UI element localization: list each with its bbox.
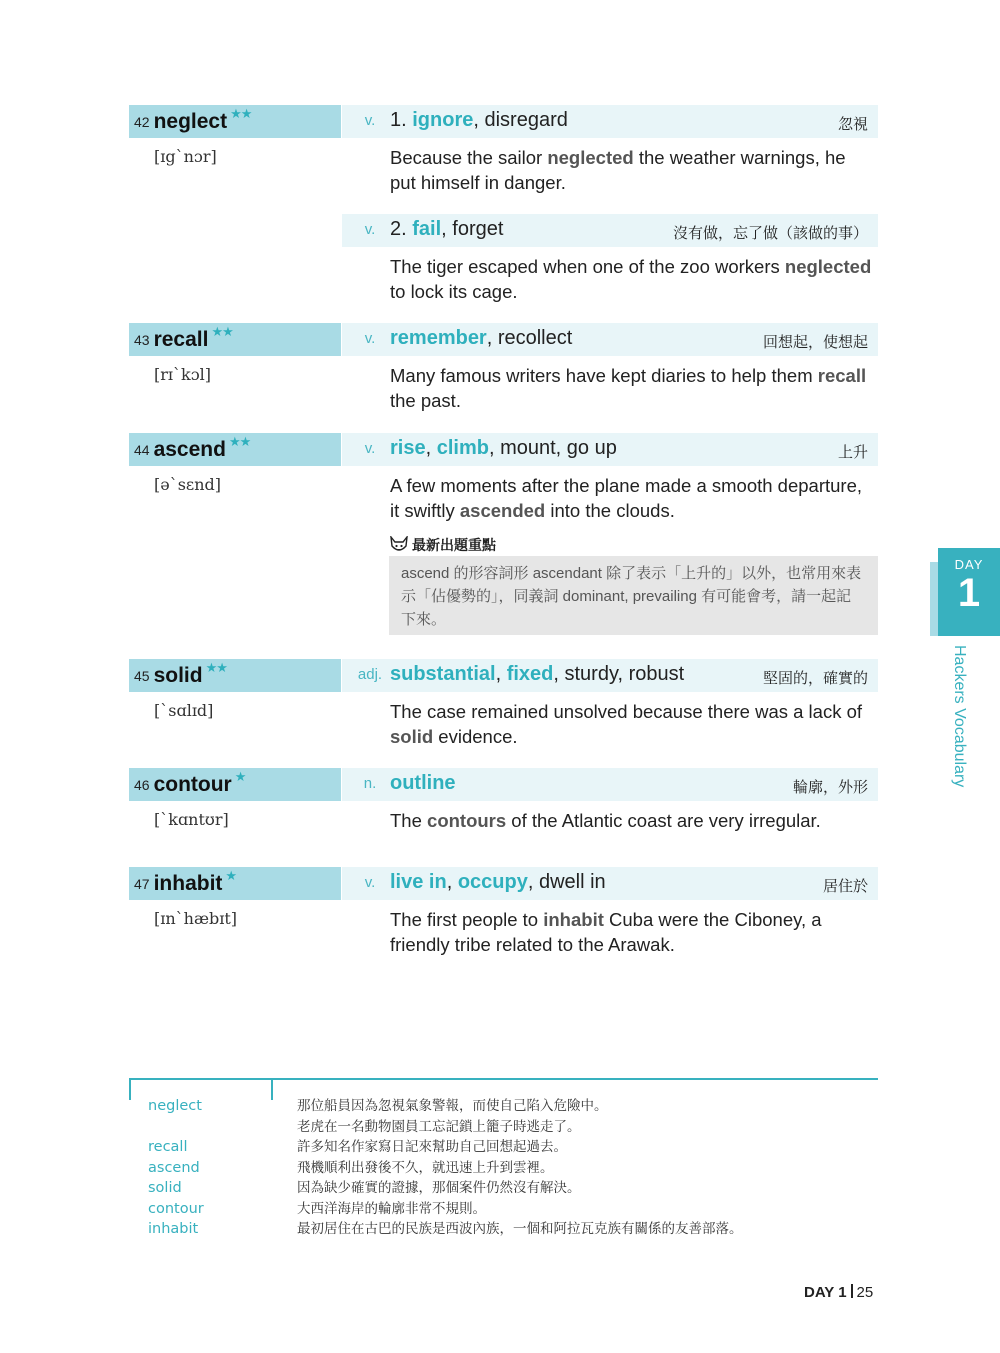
definition	[390, 772, 456, 795]
exam-tip-box: ascend 的形容詞形 ascendant 除了表示「上升的」以外，也常用來表示「佔優勢的」，同義詞 dominant, prevailing 有可能會考，請一起記下來。	[389, 556, 878, 635]
translation-word-column	[148, 1096, 204, 1240]
page-number: 25	[856, 1284, 874, 1301]
footer-separator	[851, 1284, 853, 1298]
key-synonym: occupy	[457, 871, 528, 893]
definition-bar	[342, 323, 878, 356]
example-sentence: Because the sailor neglected the weather warnings, he put himself in danger.	[390, 147, 846, 193]
headword: inhabit	[153, 871, 223, 895]
part-of-speech: adj.	[357, 666, 383, 683]
key-synonym: rise	[390, 437, 426, 459]
definition: remember, recollect	[390, 327, 573, 349]
definition-bar	[342, 659, 878, 692]
day-label: DAY	[954, 557, 984, 572]
part-of-speech: v.	[364, 112, 376, 129]
translation-word: solid	[148, 1180, 182, 1196]
headword-bar-ascend	[129, 433, 341, 466]
frequency-stars-icon: ★★	[205, 659, 227, 675]
pronunciation: [`sɑlɪd]	[154, 701, 214, 720]
entry-number: 45	[134, 667, 150, 684]
definition-bar	[342, 214, 878, 247]
headword: solid	[153, 663, 203, 687]
key-synonym: climb	[436, 437, 489, 459]
definition-bar	[342, 105, 878, 138]
frequency-stars-icon: ★★	[211, 323, 233, 339]
translation-word: ascend	[148, 1159, 200, 1176]
example-sentence: The first people to inhabit Cuba were the Ciboney, a friendly tribe related to the Arawak.	[390, 909, 822, 955]
translation-line: 飛機順利出發後不久，就迅速上升到雲裡。	[297, 1159, 554, 1175]
translation-line: 因為缺少確實的證據，那個案件仍然沒有解決。	[297, 1180, 581, 1195]
translation-word: recall	[148, 1139, 188, 1155]
translation-left-tick	[129, 1078, 131, 1100]
headword-bar-inhabit	[129, 867, 341, 900]
entry-number: 46	[134, 776, 150, 793]
page-footer	[804, 1284, 873, 1301]
entry-number: 43	[134, 331, 150, 348]
key-synonym: ignore	[412, 109, 474, 131]
part-of-speech: v.	[364, 874, 376, 891]
key-synonym: fixed	[506, 663, 554, 685]
book-title-vertical: Hackers Vocabulary	[951, 645, 968, 788]
key-synonym: fail	[412, 218, 442, 240]
part-of-speech: v.	[364, 221, 376, 238]
side-tab-edge	[930, 562, 938, 636]
translation-top-rule	[129, 1078, 878, 1080]
translation-line: 許多知名作家寫日記來幫助自己回想起過去。	[297, 1139, 567, 1154]
pronunciation: [`kɑntʊr]	[154, 810, 229, 829]
translation-line: 老虎在一名動物園員工忘記鎖上籠子時逃走了。	[297, 1118, 581, 1134]
day-number: 1	[957, 571, 981, 615]
example-sentence: The case remained unsolved because there was a lack of solid evidence.	[390, 701, 863, 747]
exam-tip-title: 最新出題重點	[389, 535, 496, 555]
headword: recall	[153, 327, 209, 351]
definition: live in, occupy, dwell in	[390, 871, 606, 893]
frequency-stars-icon: ★	[225, 867, 237, 883]
example-sentence: Many famous writers have kept diaries to help them recall the past.	[390, 365, 867, 411]
headword: neglect	[153, 109, 228, 133]
pronunciation: [ɪg`nɔr]	[154, 147, 217, 166]
definition: 2. fail, forget	[390, 218, 504, 240]
pronunciation: [ə`sɛnd]	[154, 475, 221, 494]
entry-number: 42	[134, 113, 150, 130]
pronunciation: [rɪ`kɔl]	[154, 365, 212, 384]
part-of-speech: v.	[364, 330, 376, 347]
example-sentence: The contours of the Atlantic coast are very irregular.	[390, 810, 821, 831]
chinese-meaning: 沒有做，忘了做（該做的事）	[672, 225, 868, 242]
definition: rise, climb, mount, go up	[390, 437, 617, 459]
pronunciation: [ɪn`hæbɪt]	[154, 909, 238, 928]
chinese-meaning: 忽視	[837, 116, 868, 133]
key-synonym: live in	[390, 871, 447, 893]
translation-text-column	[297, 1096, 743, 1240]
headword: contour	[153, 772, 232, 796]
footer-day: DAY 1	[804, 1284, 847, 1301]
chinese-meaning: 居住於	[822, 878, 868, 895]
day-side-tab	[938, 548, 1000, 636]
part-of-speech: n.	[363, 775, 377, 792]
translation-word: inhabit	[148, 1221, 199, 1237]
definition: substantial, fixed, sturdy, robust	[390, 663, 685, 685]
translation-word	[148, 1117, 204, 1138]
translation-word: contour	[148, 1200, 204, 1217]
entry-number: 47	[134, 875, 150, 892]
chinese-meaning: 輪廓，外形	[792, 779, 868, 796]
fox-mascot-icon	[389, 536, 409, 554]
frequency-stars-icon: ★★	[228, 433, 251, 449]
example-sentence: The tiger escaped when one of the zoo workers neglected to lock its cage.	[390, 256, 872, 302]
headword-bar-recall	[129, 323, 341, 356]
headword: ascend	[153, 437, 226, 461]
translation-mid-tick	[271, 1078, 273, 1100]
frequency-stars-icon: ★★	[230, 105, 252, 121]
frequency-stars-icon: ★	[234, 768, 246, 784]
definition-bar	[342, 867, 878, 900]
chinese-meaning: 堅固的，確實的	[762, 670, 868, 687]
headword-bar-neglect	[129, 105, 341, 138]
translation-line: 最初居住在古巴的民族是西波內族，一個和阿拉瓦克族有關係的友善部落。	[297, 1221, 743, 1236]
key-synonym: outline	[390, 772, 456, 794]
translation-line: 大西洋海岸的輪廓非常不規則。	[297, 1200, 486, 1216]
example-sentence: A few moments after the plane made a smooth departure, it swiftly ascended into the clouds.	[390, 475, 863, 521]
chinese-meaning: 上升	[837, 444, 868, 461]
entry-number: 44	[134, 441, 150, 458]
definition-bar	[342, 433, 878, 466]
definition-bar	[342, 768, 878, 801]
key-synonym: substantial	[390, 663, 496, 685]
definition: 1. ignore, disregard	[390, 109, 568, 131]
part-of-speech: v.	[364, 440, 376, 457]
headword-bar-solid	[129, 659, 341, 692]
chinese-meaning: 回想起，使想起	[762, 334, 868, 351]
key-synonym: remember	[390, 327, 487, 349]
translation-line: 那位船員因為忽視氣象警報，而使自己陷入危險中。	[297, 1098, 608, 1113]
translation-word: neglect	[148, 1098, 202, 1114]
headword-bar-contour	[129, 768, 341, 801]
